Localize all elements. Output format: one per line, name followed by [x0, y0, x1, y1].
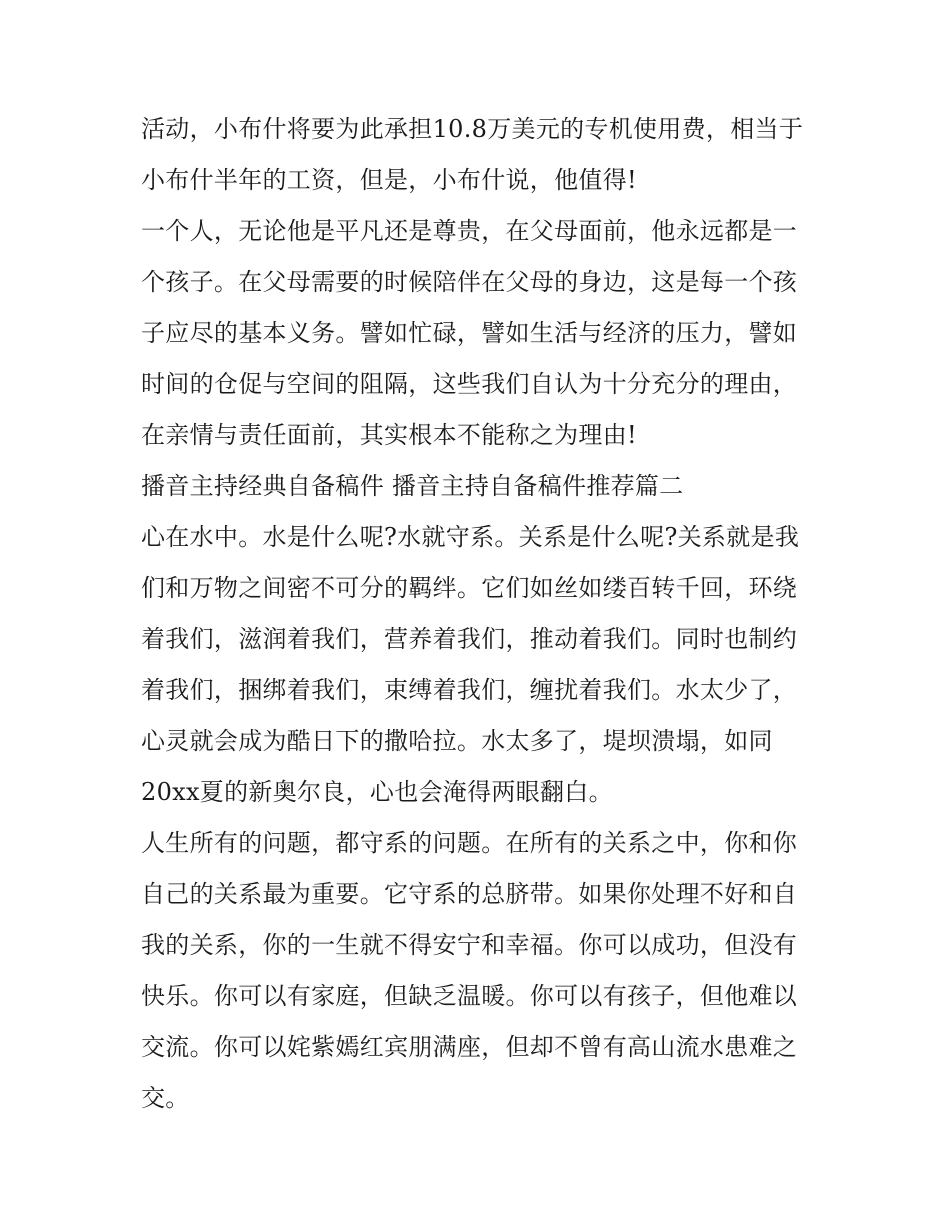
- text-line: 小布什半年的工资，但是，小布什说，他值得!: [141, 166, 637, 194]
- text-line: 心灵就会成为酷日下的撒哈拉。水太多了，堤坝溃塌，如同: [141, 727, 773, 755]
- text-line: 着我们，捆绑着我们，束缚着我们，缠扰着我们。水太少了，: [141, 676, 798, 704]
- text-line: 快乐。你可以有家庭，但缺乏温暖。你可以有孩子，但他难以: [141, 982, 798, 1010]
- text-line: 交。: [141, 1084, 190, 1112]
- text-line: 个孩子。在父母需要的时候陪伴在父母的身边，这是每一个孩: [141, 268, 798, 296]
- text-line: 着我们，滋润着我们，营养着我们，推动着我们。同时也制约: [141, 625, 798, 653]
- text-line: 子应尽的基本义务。譬如忙碌，譬如生活与经济的压力，譬如: [141, 319, 798, 347]
- text-line: 自己的关系最为重要。它守系的总脐带。如果你处理不好和自: [141, 880, 798, 908]
- document-body: [141, 104, 821, 1124]
- text-line: 交流。你可以姹紫嫣红宾朋满座，但却不曾有高山流水患难之: [141, 1033, 798, 1061]
- text-line: 时间的仓促与空间的阻隔，这些我们自认为十分充分的理由，: [141, 370, 798, 398]
- section-heading: 播音主持经典自备稿件 播音主持自备稿件推荐篇二: [141, 472, 684, 500]
- text-line: 活动，小布什将要为此承担10.8万美元的专机使用费，相当于: [141, 115, 804, 143]
- text-line: 20xx夏的新奥尔良，心也会淹得两眼翻白。: [141, 778, 613, 806]
- text-line: 心在水中。水是什么呢?水就守系。关系是什么呢?关系就是我: [141, 523, 800, 551]
- text-line: 人生所有的问题，都守系的问题。在所有的关系之中，你和你: [141, 829, 798, 857]
- text-line: 我的关系，你的一生就不得安宁和幸福。你可以成功，但没有: [141, 931, 798, 959]
- text-line: 们和万物之间密不可分的羁绊。它们如丝如缕百转千回，环绕: [141, 574, 798, 602]
- text-line: 一个人，无论他是平凡还是尊贵，在父母面前，他永远都是一: [141, 217, 798, 245]
- text-line: 在亲情与责任面前，其实根本不能称之为理由!: [141, 421, 637, 449]
